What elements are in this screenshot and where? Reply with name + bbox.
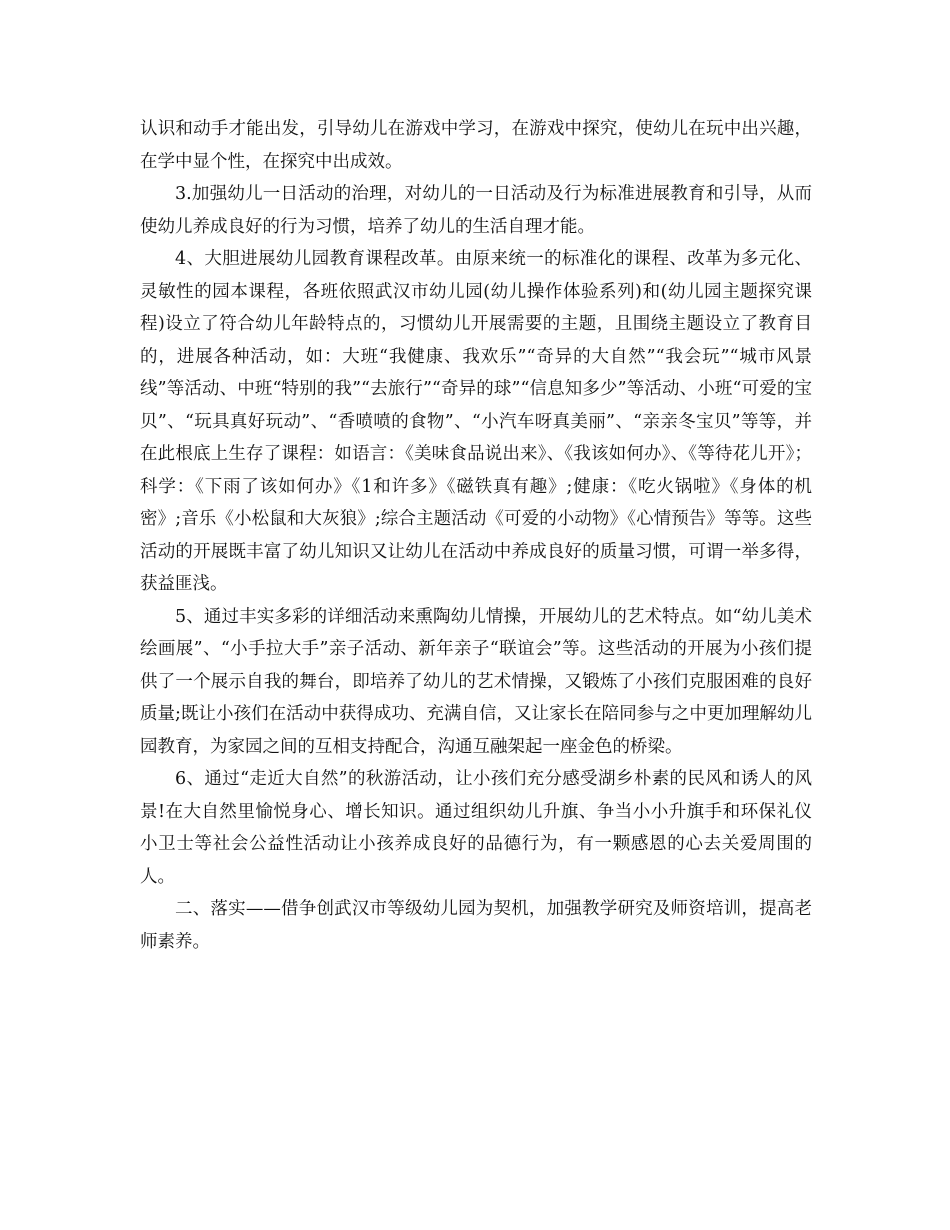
section-heading-two: 二、落实——借争创武汉市等级幼儿园为契机，加强教学研究及师资培训，提高老师素养。	[140, 899, 812, 952]
paragraph-item-3: 3.加强幼儿一日活动的治理，对幼儿的一日活动及行为标准进展教育和引导，从而使幼儿养成良好的行为习惯，培养了幼儿的生活自理才能。	[140, 184, 812, 237]
paragraph-item-6: 6、通过“走近大自然”的秋游活动，让小孩们充分感受湖乡朴素的民风和诱人的风景!在大自然里愉悦身心、增长知识。通过组织幼儿升旗、争当小小升旗手和环保礼仪小卫士等社会公益性活动让小孩养成良好的品德行为，有一颗感恩的心去关爱周围的人。	[140, 769, 812, 887]
paragraph-continued-intro: 认识和动手才能出发，引导幼儿在游戏中学习，在游戏中探究，使幼儿在玩中出兴趣，在学中显个性，在探究中出成效。	[140, 119, 812, 172]
paragraph-item-4: 4、大胆进展幼儿园教育课程改革。由原来统一的标准化的课程、改革为多元化、灵敏性的园本课程，各班依照武汉市幼儿园(幼儿操作体验系列)和(幼儿园主题探究课程)设立了符合幼儿年龄特点的，习惯幼儿开展需要的主题，且围绕主题设立了教育目的，进展各种活动，如：大班“我健康、我欢乐”“奇异的大自然”“我会玩”“城市风景线”等活动、中班“特别的我”“去旅行”“奇异的球”“信息知多少”等活动、小班“可爱的宝贝”、“玩具真好玩动”、“香喷喷的食物”、“小汽车呀真美丽”、“亲亲冬宝贝”等等，并在此根底上生存了课程：如语言：《美味食品说出来》、《我该如何办》、《等待花儿开》；科学：《下雨了该如何办》《1和许多》《磁铁真有趣》;健康：《吃火锅啦》《身体的机密》;音乐《小松鼠和大灰狼》;综合主题活动《可爱的小动物》《心情预告》等等。这些活动的开展既丰富了幼儿知识又让幼儿在活动中养成良好的质量习惯，可谓一举多得，获益匪浅。	[140, 249, 812, 594]
paragraph-item-5: 5、通过丰实多彩的详细活动来熏陶幼儿情操，开展幼儿的艺术特点。如“幼儿美术绘画展”、“小手拉大手”亲子活动、新年亲子“联谊会”等。这些活动的开展为小孩们提供了一个展示自我的舞台，即培养了幼儿的艺术情操，又锻炼了小孩们克服困难的良好质量;既让小孩们在活动中获得成功、充满自信，又让家长在陪同参与之中更加理解幼儿园教育，为家园之间的互相支持配合，沟通互融架起一座金色的桥梁。	[140, 606, 812, 757]
document-body	[140, 113, 812, 958]
